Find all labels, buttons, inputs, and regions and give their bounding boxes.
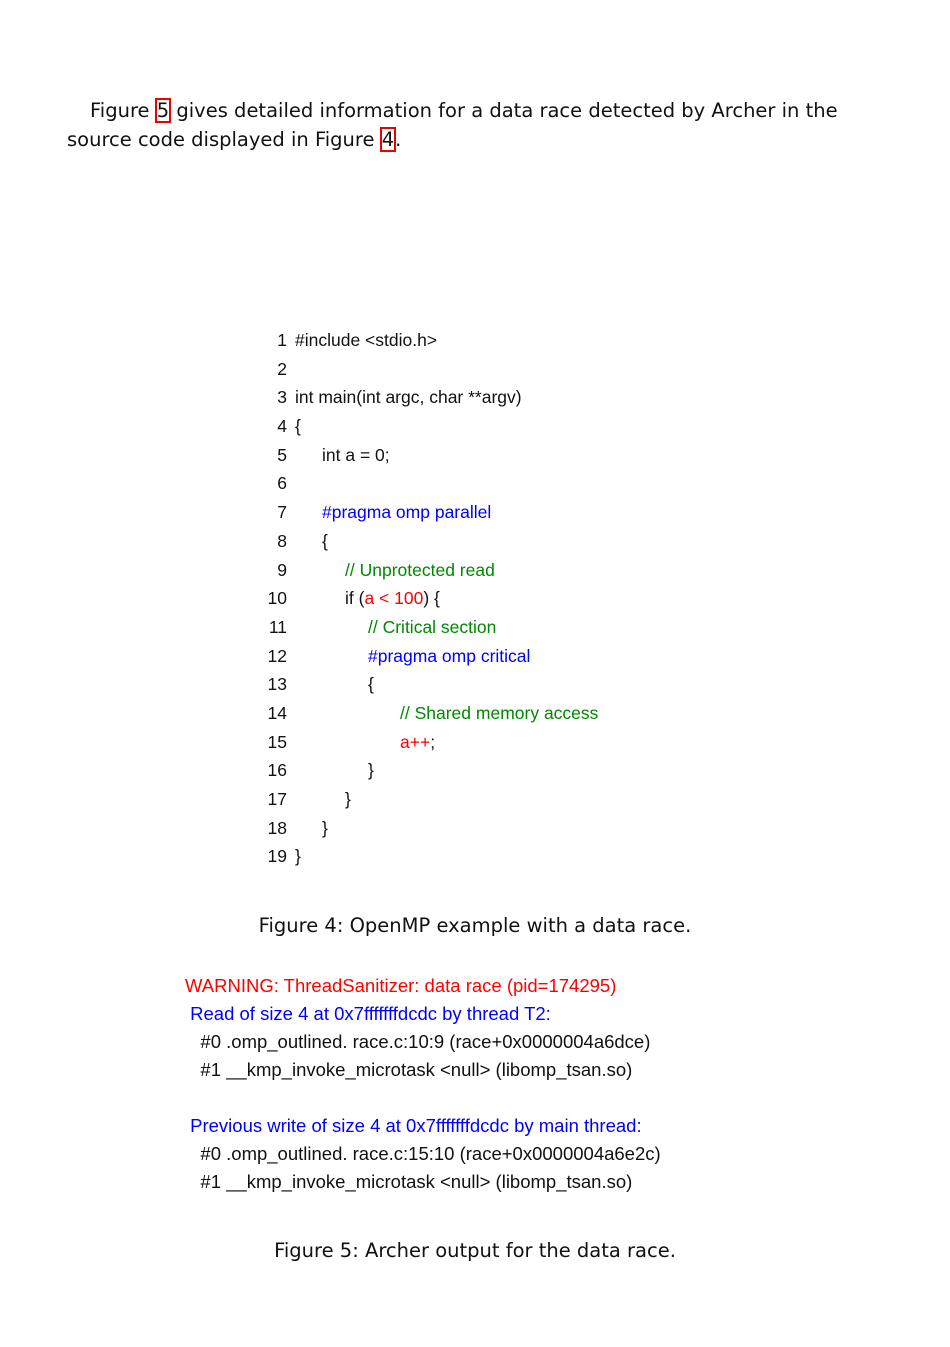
line-number: 19: [267, 846, 287, 867]
line-number: 6: [277, 473, 287, 494]
code-token: ) {: [423, 588, 440, 609]
line-number: 18: [267, 817, 287, 838]
line-number: 13: [267, 674, 287, 695]
code-text: [322, 814, 328, 843]
code-token: }: [345, 789, 351, 809]
line-number: 5: [277, 444, 287, 465]
code-token: }: [295, 846, 301, 867]
code-text: [368, 756, 374, 785]
code-token: // Critical section: [368, 616, 497, 637]
line-number: 14: [267, 702, 287, 723]
code-text: [345, 556, 495, 585]
code-text: [368, 613, 496, 642]
code-token: if (: [345, 588, 365, 609]
code-text: [322, 527, 328, 556]
code-text: [345, 584, 440, 613]
archer-output: [185, 972, 661, 1196]
code-token: #pragma omp parallel: [322, 502, 492, 523]
line-number: 16: [267, 760, 287, 781]
figure-5-link[interactable]: 5: [156, 99, 170, 122]
line-number: 9: [277, 559, 287, 580]
code-token: int main(int argc, char **argv): [295, 387, 522, 408]
output-line: #1 __kmp_invoke_microtask <null> (libomp_tsan.so): [185, 1059, 633, 1080]
code-token: #include <stdio.h>: [295, 330, 438, 350]
line-number: 17: [267, 789, 287, 809]
code-text: [345, 785, 351, 814]
code-token: {: [368, 674, 374, 695]
code-token: }: [368, 760, 374, 781]
code-token: // Shared memory access: [400, 702, 599, 723]
code-text: [295, 412, 301, 441]
output-line: #1 __kmp_invoke_microtask <null> (libomp_tsan.so): [185, 1171, 633, 1192]
line-number: 4: [277, 416, 287, 437]
line-number: 11: [268, 616, 287, 637]
code-text: [295, 326, 437, 355]
figure-5-caption: Figure 5: Archer output for the data race.: [274, 1239, 676, 1262]
line-number: 2: [277, 358, 287, 379]
code-token: ;: [430, 731, 436, 752]
code-text: [295, 842, 301, 871]
code-text: [322, 498, 491, 527]
line-number: 8: [277, 530, 287, 551]
line-number: 7: [277, 502, 287, 523]
code-text: [400, 699, 598, 728]
line-number: 3: [277, 387, 287, 408]
line-number: 12: [267, 645, 287, 666]
text: .: [395, 127, 402, 151]
code-text: [368, 642, 530, 671]
code-text: [322, 441, 390, 470]
code-token: int a = 0;: [322, 444, 390, 465]
figure-4-link[interactable]: 4: [381, 127, 395, 151]
code-token: {: [322, 530, 328, 551]
code-token: a < 100: [364, 588, 424, 609]
line-number: 1: [277, 330, 287, 350]
code-token: }: [322, 817, 328, 838]
output-line: #0 .omp_outlined. race.c:15:10 (race+0x0000004a6e2c): [185, 1143, 661, 1164]
line-number: 15: [267, 731, 287, 752]
code-token: {: [295, 416, 301, 437]
figure-4-caption: Figure 4: OpenMP example with a data race.: [258, 914, 692, 937]
body-paragraph: [67, 97, 847, 154]
output-line: Read of size 4 at 0x7fffffffdcdc by thread T2:: [185, 1003, 551, 1024]
line-number: 10: [267, 588, 287, 609]
code-token: a++: [400, 731, 431, 752]
output-line: WARNING: ThreadSanitizer: data race (pid=174295): [185, 975, 617, 996]
code-token: #pragma omp critical: [368, 645, 531, 666]
code-text: [368, 670, 374, 699]
text: gives detailed information for a data race detected by Archer in the source code displayed in Figure: [67, 99, 838, 151]
output-line: #0 .omp_outlined. race.c:10:9 (race+0x0000004a6dce): [185, 1031, 651, 1052]
text: Figure: [90, 99, 156, 122]
code-text: [295, 383, 522, 412]
output-line: [185, 1084, 661, 1112]
code-token: // Unprotected read: [345, 559, 495, 580]
code-text: [400, 728, 435, 757]
output-line: Previous write of size 4 at 0x7fffffffdcdc by main thread:: [185, 1115, 642, 1136]
